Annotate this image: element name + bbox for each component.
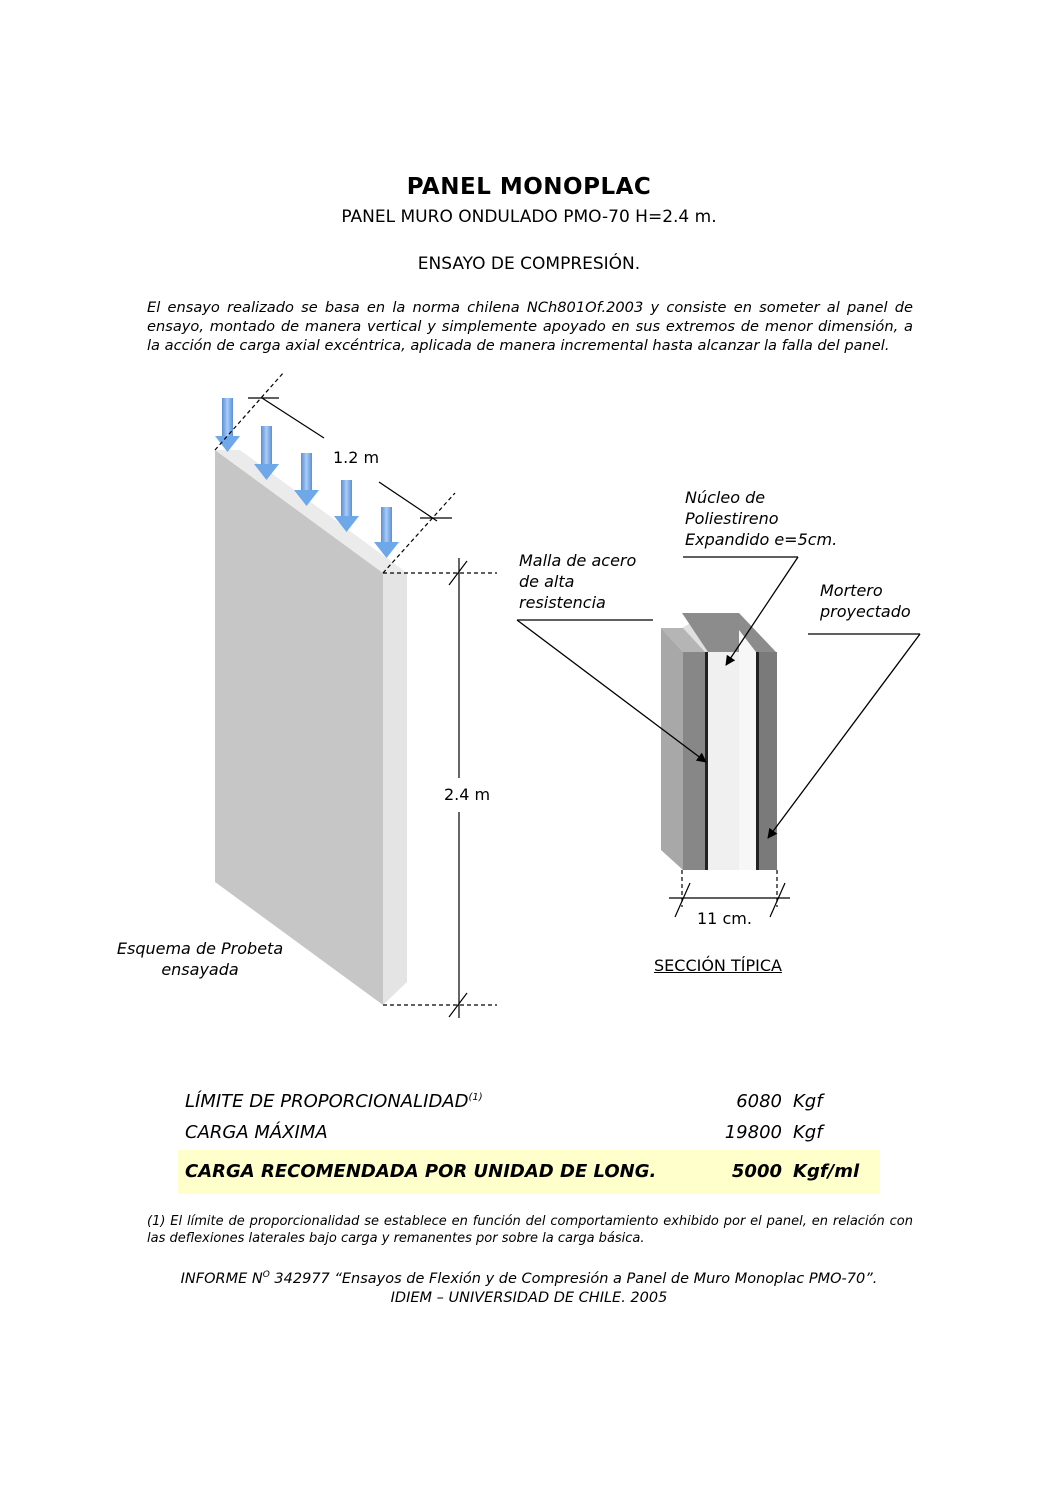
result-row-recommended-load: CARGA RECOMENDADA POR UNIDAD DE LONG. 5000 Kgf/ml bbox=[178, 1150, 880, 1194]
core-label: Núcleo de Poliestireno Expandido e=5cm. bbox=[685, 488, 838, 549]
page-title: PANEL MONOPLAC bbox=[406, 174, 652, 200]
panel-specimen bbox=[215, 450, 407, 1005]
result-row-proportionality: LÍMITE DE PROPORCIONALIDAD$^{(1)}$ 6080 Kgf bbox=[185, 1091, 823, 1112]
report-reference: INFORME $N^O$ 342977 “Ensayos de Flexión y de Compresión a Panel de Muro Monoplac PMO-70”. IDIEM – UNIVERSIDAD DE CHILE. 2005 bbox=[180, 1270, 878, 1306]
height-label: 2.4 m bbox=[444, 785, 491, 804]
section-title: SECCIÓN TÍPICA bbox=[654, 956, 782, 975]
page-subtitle: PANEL MURO ONDULADO PMO-70 H=2.4 m. bbox=[341, 207, 717, 227]
mesh-right bbox=[756, 652, 759, 870]
mortar-left-outer bbox=[661, 628, 683, 870]
load-arrow-icon bbox=[215, 398, 240, 452]
panel-side bbox=[383, 573, 407, 1005]
footnote: (1) El límite de proporcionalidad se establece en función del comportamiento exhibido por el panel, en relación con las deflexiones laterales bajo carga y remanentes por sobre la carga básica. bbox=[147, 1214, 913, 1246]
result-row-max-load: CARGA MÁXIMA 19800 Kgf bbox=[185, 1122, 823, 1143]
panel-face bbox=[215, 450, 383, 1005]
specimen-label: Esquema de Probeta ensayada bbox=[116, 939, 284, 979]
test-title: ENSAYO DE COMPRESIÓN. bbox=[417, 254, 641, 274]
results-table bbox=[178, 1088, 880, 1194]
load-arrow-icon bbox=[374, 507, 399, 558]
mortar-label: Mortero proyectado bbox=[820, 581, 911, 621]
intro-paragraph: El ensayo realizado se basa en la norma chilena NCh801Of.2003 y consiste en someter al panel de ensayo, montado de manera vertical y simplemente apoyado en sus extremos de menor dimensión, a la acción de carga axial excéntrica, aplicada de manera incremental hasta alcanzar la falla del panel. bbox=[147, 299, 913, 354]
mesh-label: Malla de acero de alta resistencia bbox=[519, 551, 637, 612]
thickness-label: 11 cm. bbox=[697, 909, 752, 928]
width-label: 1.2 m bbox=[333, 448, 380, 467]
mortar-left bbox=[683, 652, 705, 870]
